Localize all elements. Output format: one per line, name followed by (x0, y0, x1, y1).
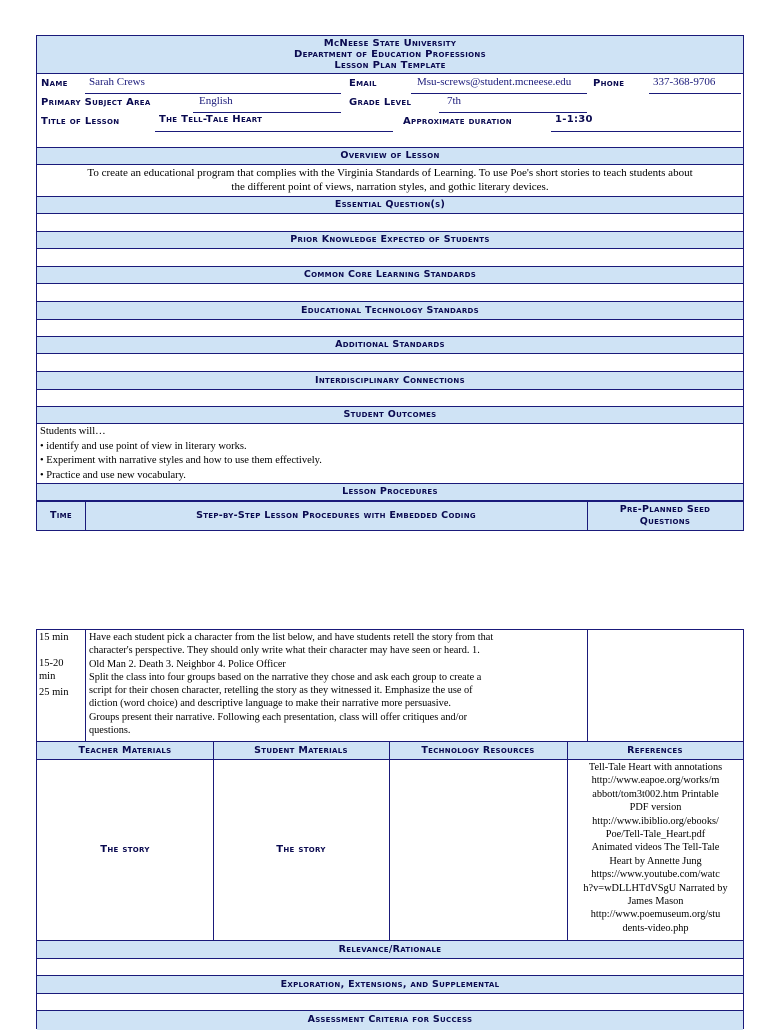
name-field[interactable]: Sarah Crews (89, 76, 145, 88)
step-line: Split the class into four groups based on the narrative they chose and ask each group to create a (89, 671, 482, 683)
reference-line: http://www.eapoe.org/works/m (591, 775, 720, 787)
teacher-materials-cell[interactable]: The story (100, 844, 150, 855)
ed-tech-field[interactable] (37, 320, 743, 337)
essential-questions-field[interactable] (37, 214, 743, 232)
university-name: McNeese State University (323, 38, 457, 49)
exploration-header: Exploration, Extensions, and Supplemental (37, 975, 743, 994)
lesson-plan-page-1 (36, 35, 744, 531)
steps-cell[interactable] (89, 631, 585, 737)
reference-line: Poe/Tell-Tale_Heart.pdf (605, 829, 706, 841)
references-header: References (627, 745, 683, 756)
reference-line: Heart by Annette Jung (609, 855, 702, 867)
reference-line: PDF version (629, 802, 682, 814)
reference-line: James Mason (627, 896, 684, 908)
name-label: Name (41, 78, 68, 89)
phone-label: Phone (593, 78, 625, 89)
ed-tech-header: Educational Technology Standards (37, 301, 743, 320)
time-entry: 25 min (39, 687, 69, 698)
student-materials-cell[interactable]: The story (276, 844, 326, 855)
outcome-line: Students will… (40, 426, 106, 437)
lesson-plan-page-2 (36, 629, 744, 1029)
outcome-line: • identify and use point of view in literary works. (40, 440, 247, 452)
template-title: Lesson Plan Template (334, 60, 446, 71)
materials-body-row (37, 760, 743, 941)
tech-resources-cell[interactable] (390, 760, 566, 940)
time-cell[interactable] (39, 631, 85, 699)
reference-line: http://www.poemuseum.org/stu (590, 909, 721, 921)
col-seed-header-line1: Pre-Planned Seed (619, 504, 711, 515)
relevance-header: Relevance/Rationale (37, 940, 743, 959)
prior-knowledge-field[interactable] (37, 249, 743, 267)
step-line: Have each student pick a character from the list below, and have students retell the story from that (89, 632, 494, 643)
step-line: character's perspective. They should only write what their character may have seen or heard. 1. (89, 645, 480, 657)
reference-line: Tell-Tale Heart with annotations (588, 762, 723, 773)
phone-field[interactable]: 337-368-9706 (653, 76, 716, 88)
teacher-materials-header: Teacher Materials (78, 745, 172, 756)
step-line: questions. (89, 725, 131, 737)
document-header (37, 36, 743, 74)
interdisciplinary-field[interactable] (37, 390, 743, 407)
time-entry: 15-20 (39, 658, 64, 669)
common-core-header: Common Core Learning Standards (37, 266, 743, 284)
overview-header: Overview of Lesson (37, 147, 743, 165)
email-label: Email (349, 78, 377, 89)
outcome-line: • Experiment with narrative styles and how to use them effectively. (40, 455, 322, 466)
overview-line-1: To create an educational program that complies with the Virginia Standards of Learning. To use Poe's short stories to teach students about (87, 167, 693, 179)
outcome-line: • Practice and use new vocabulary. (40, 469, 186, 481)
department-name: Department of Education Professions (294, 49, 486, 60)
grade-field[interactable]: 7th (447, 95, 462, 107)
col-steps-header: Step-by-Step Lesson Procedures with Embedded Coding (196, 510, 476, 521)
student-outcomes-text[interactable] (40, 425, 740, 483)
info-row-2 (37, 94, 743, 113)
essential-questions-header: Essential Question(s) (37, 196, 743, 214)
student-materials-header: Student Materials (254, 745, 348, 756)
exploration-field[interactable] (37, 994, 743, 1011)
reference-line: abbott/tom3t002.htm Printable (592, 788, 719, 800)
overview-text[interactable] (37, 167, 743, 194)
lesson-procedures-header: Lesson Procedures (37, 483, 743, 501)
duration-label: Approximate duration (403, 116, 512, 127)
reference-line: Animated videos The Tell-Tale (591, 842, 720, 854)
time-entry: 15 min (39, 632, 69, 643)
common-core-field[interactable] (37, 284, 743, 302)
procedures-row (37, 630, 743, 741)
col-seed-header-line2: Questions (639, 516, 691, 527)
info-row-3 (37, 113, 743, 132)
step-line: script for their chosen character, retelling the story as they witnessed it. Emphasize the use of (89, 685, 473, 697)
grade-label: Grade Level (349, 97, 412, 108)
overview-line-2: the different point of views, narration styles, and gothic literary devices. (231, 180, 549, 193)
student-outcomes-header: Student Outcomes (37, 406, 743, 424)
step-line: Groups present their narrative. Following each presentation, class will offer critiques and/or (89, 711, 468, 723)
materials-header-row (37, 741, 743, 760)
prior-knowledge-header: Prior Knowledge Expected of Students (37, 231, 743, 249)
seed-questions-cell[interactable] (588, 630, 743, 741)
tech-resources-header: Technology Resources (421, 745, 535, 756)
info-row-1 (37, 75, 743, 94)
reference-line: https://www.youtube.com/watc (591, 869, 720, 881)
reference-line: h?v=wDLLHTdVSgU Narrated by (583, 882, 728, 894)
step-line: diction (word choice) and descriptive language to make their narrative more persuasive. (89, 698, 451, 710)
assessment-header: Assessment Criteria for Success (37, 1010, 743, 1030)
step-line: Old Man 2. Death 3. Neighbor 4. Police Officer (89, 658, 286, 670)
reference-line: dents-video.php (622, 922, 689, 934)
relevance-field[interactable] (37, 959, 743, 976)
time-entry: min (39, 671, 56, 682)
subject-field[interactable]: English (199, 95, 233, 107)
subject-label: Primary Subject Area (41, 97, 151, 108)
references-cell[interactable] (568, 761, 743, 935)
procedures-column-headers (37, 501, 743, 530)
lesson-title-field[interactable]: The Tell-Tale Heart (159, 114, 263, 125)
interdisciplinary-header: Interdisciplinary Connections (37, 371, 743, 390)
col-seed-header (587, 504, 743, 528)
col-time-header: Time (49, 510, 73, 521)
reference-line: http://www.ibiblio.org/ebooks/ (592, 815, 719, 827)
lesson-title-label: Title of Lesson (41, 116, 120, 127)
email-field[interactable]: Msu-screws@student.mcneese.edu (417, 76, 572, 88)
additional-standards-header: Additional Standards (37, 336, 743, 354)
duration-field[interactable]: 1-1:30 (555, 114, 593, 125)
additional-standards-field[interactable] (37, 354, 743, 372)
